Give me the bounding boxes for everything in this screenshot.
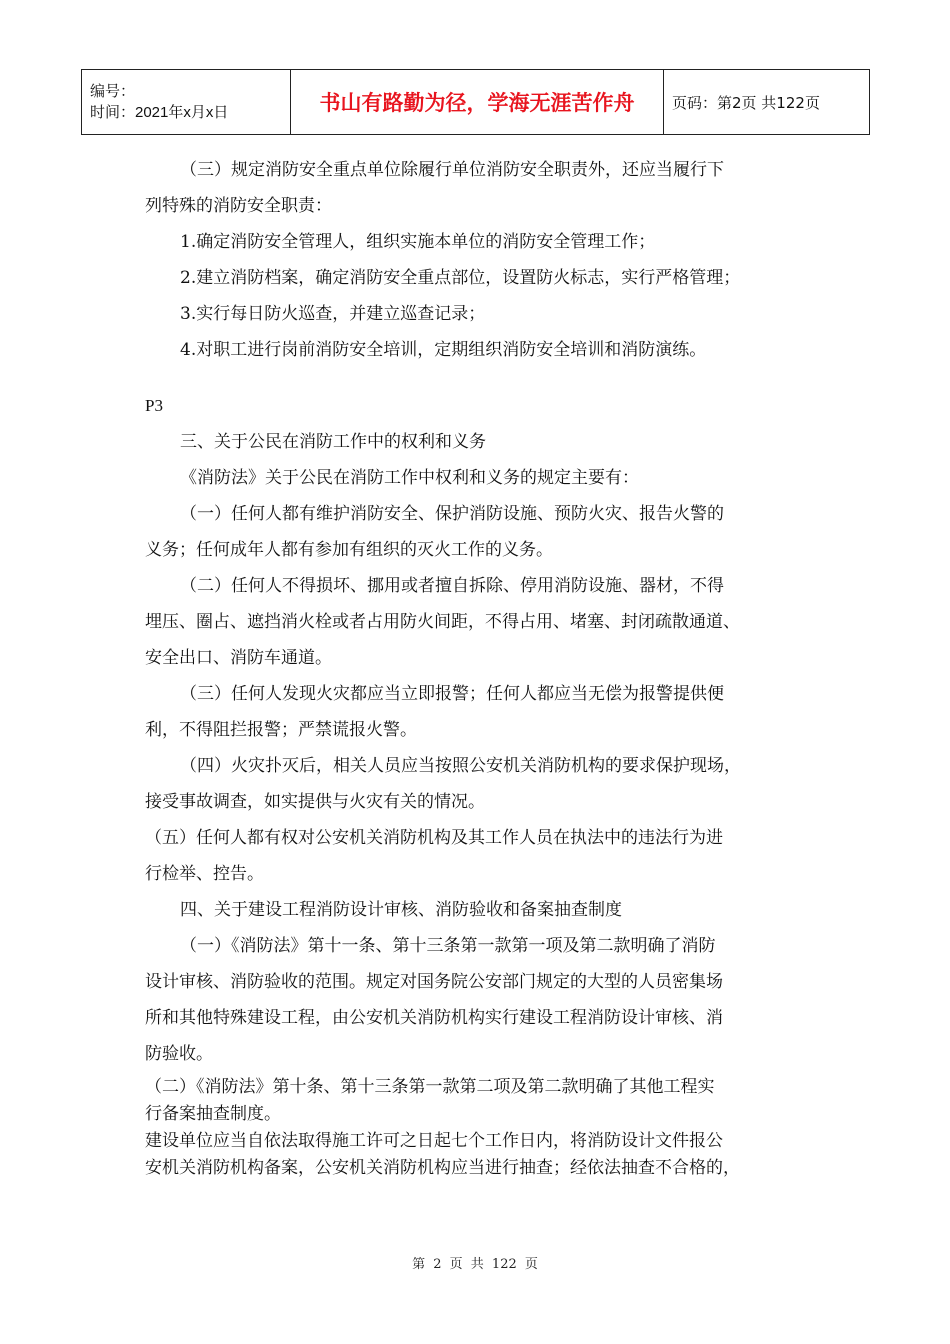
- paragraph-line: 接受事故调查，如实提供与火灾有关的情况。: [145, 792, 485, 812]
- paragraph-line: 行检举、控告。: [145, 864, 264, 884]
- paragraph-line: 《消防法》关于公民在消防工作中权利和义务的规定主要有：: [180, 468, 639, 488]
- list-item: 2.建立消防档案，确定消防安全重点部位，设置防火标志，实行严格管理；: [180, 268, 741, 288]
- paragraph-line: （二）《消防法》第十条、第十三条第一款第二项及第二款明确了其他工程实: [145, 1077, 715, 1097]
- section-marker: P3: [145, 396, 163, 415]
- header-left-cell: [82, 70, 291, 135]
- list-item: 4.对职工进行岗前消防安全培训，定期组织消防安全培训和消防演练。: [180, 340, 707, 360]
- document-number-label: 编号：: [90, 83, 136, 100]
- paragraph-line: 安全出口、消防车通道。: [145, 648, 332, 668]
- paragraph-line: （一）任何人都有维护消防安全、保护消防设施、预防火灾、报告火警的: [180, 504, 724, 524]
- document-body: [145, 152, 825, 1182]
- paragraph-line: （五）任何人都有权对公安机关消防机构及其工作人员在执法中的违法行为进: [145, 828, 723, 848]
- paragraph-line: 建设单位应当自依法取得施工许可之日起七个工作日内，将消防设计文件报公: [145, 1131, 723, 1151]
- paragraph-line: 安机关消防机构备案，公安机关消防机构应当进行抽查；经依法抽查不合格的，: [145, 1158, 740, 1178]
- paragraph-line: 义务；任何成年人都有参加有组织的灭火工作的义务。: [145, 540, 553, 560]
- paragraph-line: 所和其他特殊建设工程，由公安机关消防机构实行建设工程消防设计审核、消: [145, 1008, 723, 1028]
- document-date: 时间：2021年x月x日: [90, 104, 229, 121]
- section-heading: 四、关于建设工程消防设计审核、消防验收和备案抽查制度: [180, 900, 622, 920]
- section-heading: 三、关于公民在消防工作中的权利和义务: [180, 432, 486, 452]
- paragraph-line: （一）《消防法》第十一条、第十三条第一款第一项及第二款明确了消防: [180, 936, 716, 956]
- list-item: 1.确定消防安全管理人，组织实施本单位的消防安全管理工作；: [180, 232, 656, 252]
- paragraph-line: 设计审核、消防验收的范围。规定对国务院公安部门规定的大型的人员密集场: [145, 972, 723, 992]
- paragraph-line: 列特殊的消防安全职责：: [145, 196, 332, 216]
- paragraph-line: 防验收。: [145, 1044, 213, 1064]
- paragraph-line: 利，不得阻拦报警；严禁谎报火警。: [145, 720, 417, 740]
- paragraph-line: 行备案抽查制度。: [145, 1104, 281, 1124]
- list-item: 3.实行每日防火巡查，并建立巡查记录；: [180, 304, 486, 324]
- header-page-info: 页码：第2页 共122页: [664, 70, 870, 135]
- document-header: [81, 69, 870, 135]
- paragraph-line: （二）任何人不得损坏、挪用或者擅自拆除、停用消防设施、器材，不得: [180, 576, 724, 596]
- paragraph-line: （三）规定消防安全重点单位除履行单位消防安全职责外，还应当履行下: [180, 160, 724, 180]
- paragraph-line: 埋压、圈占、遮挡消火栓或者占用防火间距，不得占用、堵塞、封闭疏散通道、: [145, 612, 740, 632]
- paragraph-line: （三）任何人发现火灾都应当立即报警；任何人都应当无偿为报警提供便: [180, 684, 724, 704]
- page-footer: 第 2 页 共 122 页: [412, 1257, 538, 1272]
- header-motto: 书山有路勤为径，学海无涯苦作舟: [291, 70, 664, 135]
- paragraph-line: （四）火灾扑灭后，相关人员应当按照公安机关消防机构的要求保护现场，: [180, 756, 741, 776]
